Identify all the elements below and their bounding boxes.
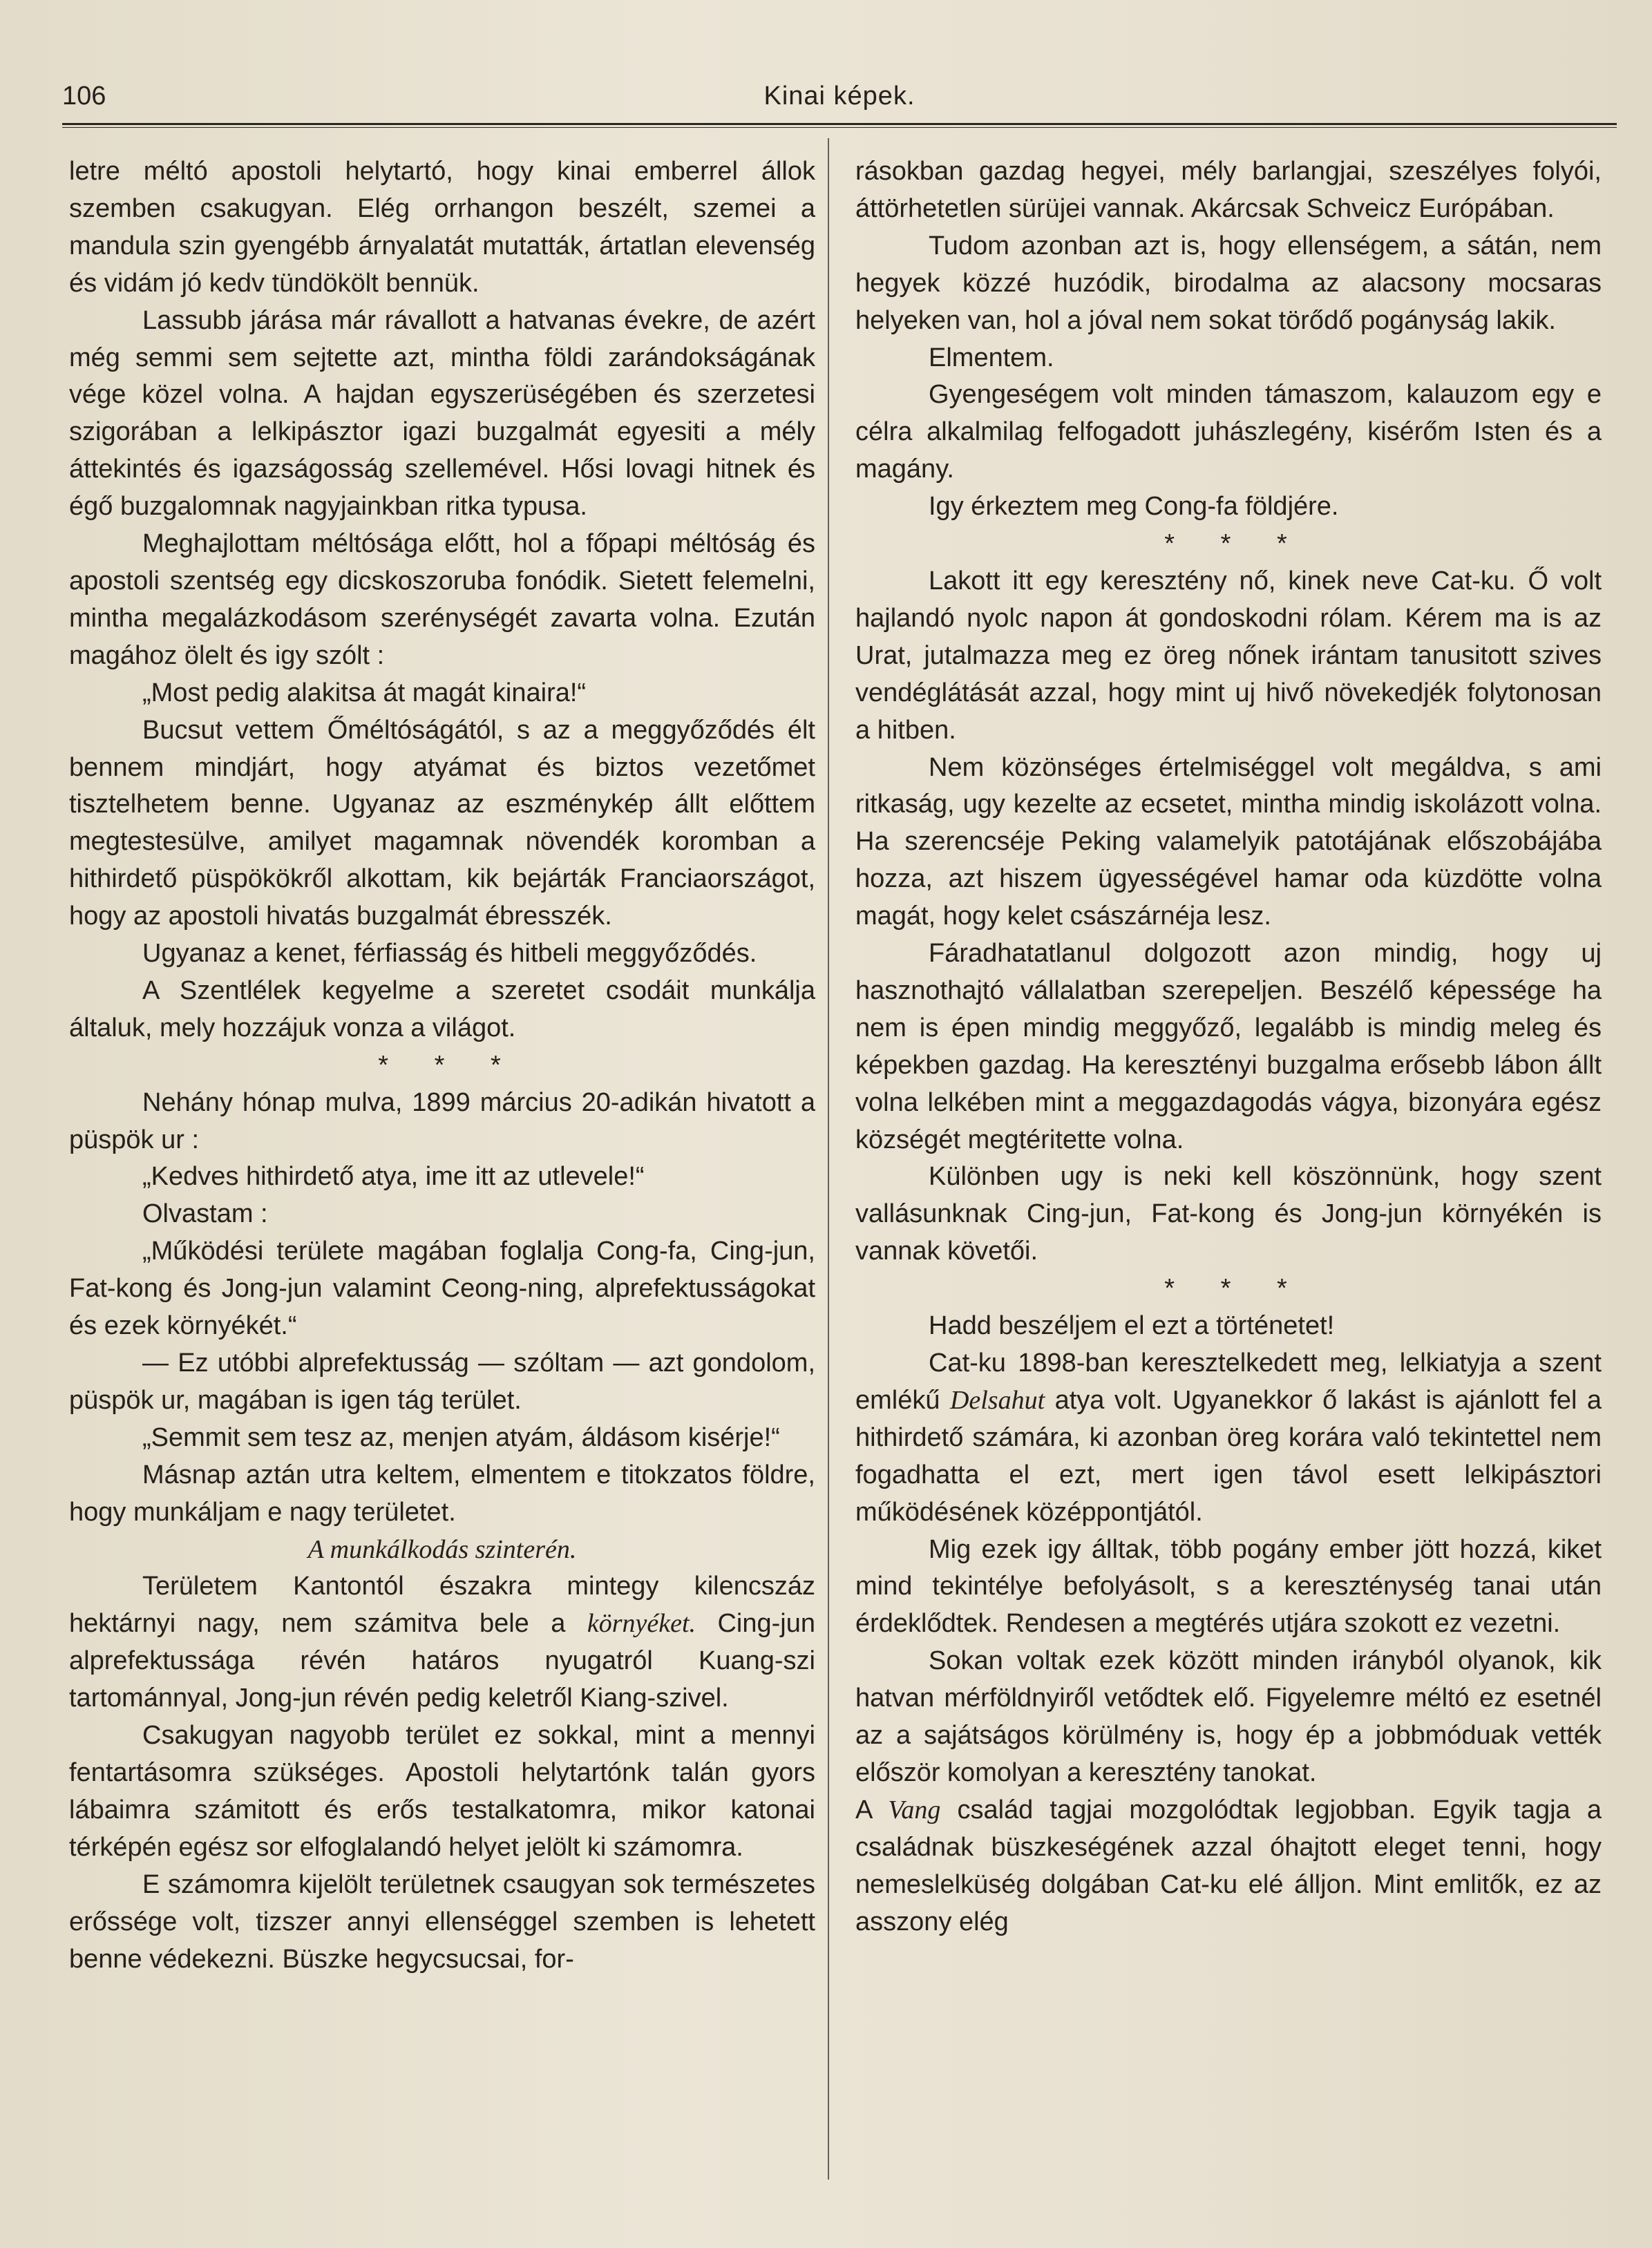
paragraph: Fáradhatatlanul dolgozott azon mindig, hogy uj hasznothajtó vállalatban szerepeljen. Beszélő képessége ha nem is épen mindig meggyőző, legalább is mindig meleg és képekben gazdag. Ha keresztényi buzgalma erősebb lábon állt volna lelkében mint a meggazdagodás vágya, bizonyára egész községét megtéritette volna. — [855, 939, 1602, 1154]
paragraph: Ugyanaz a kenet, férfiasság és hitbeli meggyőződés. — [142, 939, 757, 969]
page-header — [62, 82, 1617, 123]
paragraph: Mig ezek igy álltak, több pogány ember jött hozzá, kiket mind tekintélye befolyásolt, s a kereszténység tanai után érdeklődtek. Rendesen a megtérés utjára szokott ez vezetni. — [855, 1534, 1602, 1639]
paragraph — [69, 1568, 815, 1717]
left-column — [69, 153, 815, 1978]
emphasized-word: Delsahut — [949, 1385, 1045, 1415]
emphasized-word: Vang — [888, 1795, 941, 1825]
paragraph: Tudom azonban azt is, hogy ellenségem, a sátán, nem hegyek közzé huzódik, birodalma az alacsony mocsaras helyeken van, hol a jóval nem sokat törődő pogányság lakik. — [855, 231, 1602, 335]
paragraph: Igy érkeztem meg Cong-fa földjére. — [929, 492, 1339, 522]
paragraph: Hadd beszéljem el ezt a történetet! — [929, 1311, 1335, 1341]
paragraph — [855, 1345, 1602, 1532]
paragraph: Bucsut vettem Őméltóságától, s az a meggyőződés élt bennem mindjárt, hogy atyámat és biztos vezetőmet tisztelhetem benne. Ugyanaz az eszménykép állt előttem megtestesülve, amilyet magamnak növendék koromban a hithirdető püspökökről alkottam, kik bejárták Franciaországot, hogy az apostoli hivatás buzgalmát ébresszék. — [69, 715, 815, 931]
paragraph: Elmentem. — [929, 343, 1054, 372]
paragraph: Nem közönséges értelmiséggel volt megáldva, s ami ritkaság, ugy kezelte az ecsetet, mintha mindig iskolázott volna. Ha szerencséje Peking valamelyik patotájának előszobájába hozza, azt hiszem ügyességével hamar oda küzdötte volna magát, hogy kelet császárnéja lesz. — [855, 752, 1602, 931]
emphasized-word: környéket. — [587, 1609, 696, 1639]
paragraph: Sokan voltak ezek között minden irányból olyanok, kik hatvan mérföldnyiről vetődtek elő. Figyelemre méltó ez esetnél az a sajátságos körülmény is, hogy ép a jobbmóduak vették először komolyan a keresztény tanokat. — [855, 1646, 1602, 1787]
paragraph: Másnap aztán utra keltem, elmentem e titokzatos földre, hogy munkáljam e nagy területet. — [69, 1460, 815, 1527]
paragraph — [855, 1792, 1602, 1941]
paragraph: Gyengeségem volt minden támaszom, kalauzom egy e célra alkalmilag felfogadott juhászlegény, kisérőm Isten és a magány. — [855, 380, 1602, 484]
paragraph: „Semmit sem tesz az, menjen atyám, áldásom kisérje!“ — [142, 1422, 780, 1452]
paragraph: Nehány hónap mulva, 1899 március 20-adikán hivatott a püspök ur : — [69, 1087, 815, 1154]
running-title: Kinai képek. — [763, 82, 915, 111]
paragraph: „Most pedig alakitsa át magát kinaira!“ — [142, 678, 587, 707]
paragraph: „Működési területe magában foglalja Cong-fa, Cing-jun, Fat-kong és Jong-jun valamint Ceong-ning, alprefektusságokat és ezek környékét.“ — [69, 1237, 815, 1341]
section-asterism: * * * — [1164, 529, 1307, 559]
paragraph: Csakugyan nagyobb terület ez sokkal, mint a mennyi fentartásomra szükséges. Apostoli helytartónk talán gyors lábaimra számitott és erős testalkatomra, mikor katonai térképén egész sor elfoglalandó helyet jelölt ki számomra. — [69, 1721, 815, 1862]
paragraph-text: család tagjai mozgolódtak legjobban. Egyik tagja a családnak büszkeségének azzal óhajtott eleget tenni, hogy nemeslelküség dolgában Cat-ku elé álljon. Mint emlitők, ez az asszony elég — [855, 1795, 1602, 1936]
paragraph: Meghajlottam méltósága előtt, hol a főpapi méltóság és apostoli szentség egy dicskoszoruba fonódik. Sietett felemelni, mintha megalázkodásom szerénységét zavarta volna. Ezután magához ölelt és igy szólt : — [69, 529, 815, 670]
paragraph-text: A — [855, 1795, 889, 1825]
page-number: 106 — [62, 82, 106, 111]
paragraph: Lakott itt egy keresztény nő, kinek neve Cat-ku. Ő volt hajlandó nyolc napon át gondoskodni rólam. Kérem ma is az Urat, jutalmazza meg ez öreg nőnek irántam tanusitott szives vendéglátását azzal, hogy mint uj hivő növekedjék folytonosan a hitben. — [855, 566, 1602, 745]
paragraph: „Kedves hithirdető atya, ime itt az utlevele!“ — [142, 1162, 645, 1192]
paragraph: Olvastam : — [142, 1199, 268, 1229]
paragraph: A Szentlélek kegyelme a szeretet csodáit munkálja általuk, mely hozzájuk vonza a világot. — [69, 975, 815, 1042]
paragraph-text: atya volt. Ugyanekkor ő lakást is ajánlott fel a hithirdető számára, ki azonban öreg korára való tekintettel nem fogadhatta el ezt, mert igen távol esett lelkipásztori működésének középpontjától. — [855, 1385, 1602, 1527]
right-column — [855, 153, 1602, 1941]
paragraph: E számomra kijelölt területnek csaugyan sok természetes erőssége volt, tizszer annyi ellenséggel szemben is lehetett benne védekezni. Büszke hegycsucsai, for- — [69, 1869, 815, 1974]
paragraph: Különben ugy is neki kell köszönnünk, hogy szent vallásunknak Cing-jun, Fat-kong és Jong-jun környékén is vannak követői. — [855, 1162, 1602, 1266]
header-double-rule — [62, 123, 1617, 128]
paragraph-text: Cat-ku 1898-ban keresztelkedett meg, lelkiatyja a szent emlékű — [855, 1349, 1602, 1415]
paragraph-text: Cing-jun alprefektussága révén határos nyugatról Kuang-szi tartománnyal, Jong-jun révén pedig keletről Kiang-szivel. — [69, 1609, 815, 1713]
section-heading: A munkálkodás szinterén. — [307, 1534, 577, 1564]
paragraph: — Ez utóbbi alprefektusság — szóltam — azt gondolom, püspök ur, magában is igen tág terület. — [69, 1349, 815, 1415]
column-divider — [828, 138, 829, 2180]
paragraph: letre méltó apostoli helytartó, hogy kinai emberrel állok szemben csakugyan. Elég orrhangon beszélt, szemei a mandula szin gyengébb árnyalatát mutatták, ártatlan elevenség és vidám jó kedv tündökölt bennük. — [69, 157, 815, 298]
paragraph: Lassubb járása már rávallott a hatvanas évekre, de azért még semmi sem sejtette azt, mintha földi zarándokságának vége közel volna. A hajdan egyszerüségében és szerzetesi szigorában a lelkipásztor igazi buzgalmát egyesiti a mély áttekintés és igazságosság szellemével. Hősi lovagi hitnek és égő buzgalomnak nagyjainkban ritka typusa. — [69, 305, 815, 522]
section-asterism: * * * — [1164, 1274, 1307, 1304]
paragraph: rásokban gazdag hegyei, mély barlangjai, szeszélyes folyói, áttörhetetlen sürüjei vannak. Akárcsak Schveicz Európában. — [855, 157, 1602, 223]
section-asterism: * * * — [378, 1050, 520, 1080]
paragraph-text: Területem Kantontól északra mintegy kilencszáz hektárnyi nagy, nem számitva bele a — [69, 1572, 815, 1639]
